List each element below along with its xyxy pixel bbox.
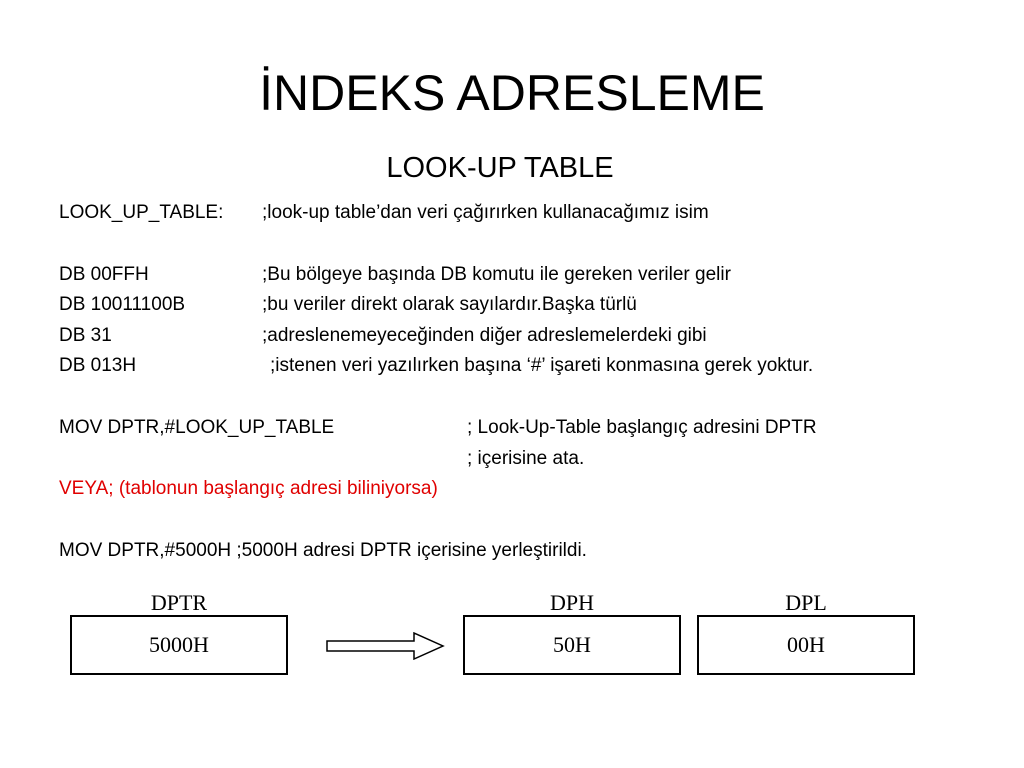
- label-line-comment: ;look-up table’dan veri çağırırken kullanacağımız isim: [262, 202, 709, 223]
- db-line-4-comment: ;istenen veri yazılırken başına ‘#’ işareti konmasına gerek yoktur.: [270, 355, 814, 376]
- dptr-label: DPTR: [150, 590, 208, 615]
- veya-line: VEYA; (tablonun başlangıç adresi biliniyorsa): [59, 478, 438, 499]
- db-line-1-code: DB 00FFH: [59, 264, 149, 285]
- dptr-value: 5000H: [149, 632, 209, 657]
- mov-line-comment-cont: ; içerisine ata.: [467, 448, 585, 469]
- db-line-4-code: DB 013H: [59, 355, 137, 376]
- db-line-3-comment: ;adreslenemeyeceğinden diğer adreslemelerdeki gibi: [262, 325, 707, 346]
- dpl-value: 00H: [787, 632, 825, 657]
- db-line-3-code: DB 31: [59, 325, 112, 346]
- label-line-code: LOOK_UP_TABLE:: [59, 202, 224, 223]
- slide-subtitle: LOOK-UP TABLE: [386, 152, 614, 184]
- slide-title: İNDEKS ADRESLEME: [259, 65, 765, 121]
- dpl-label: DPL: [785, 590, 827, 615]
- db-line-2-comment: ;bu veriler direkt olarak sayılardır.Başka türlü: [262, 294, 637, 315]
- db-line-2-code: DB 10011100B: [59, 294, 186, 315]
- mov-line-comment: ; Look-Up-Table başlangıç adresini DPTR: [467, 417, 817, 438]
- dph-value: 50H: [553, 632, 591, 657]
- mov-line-code: MOV DPTR,#LOOK_UP_TABLE: [59, 417, 335, 438]
- db-line-1-comment: ;Bu bölgeye başında DB komutu ile gereken veriler gelir: [262, 264, 731, 285]
- dph-register-box: [463, 615, 681, 675]
- mov-direct-line: MOV DPTR,#5000H ;5000H adresi DPTR içerisine yerleştirildi.: [59, 540, 587, 561]
- dph-label: DPH: [549, 590, 594, 615]
- right-arrow-icon: [326, 632, 446, 660]
- dpl-register-box: [697, 615, 915, 675]
- dptr-register-box: [70, 615, 288, 675]
